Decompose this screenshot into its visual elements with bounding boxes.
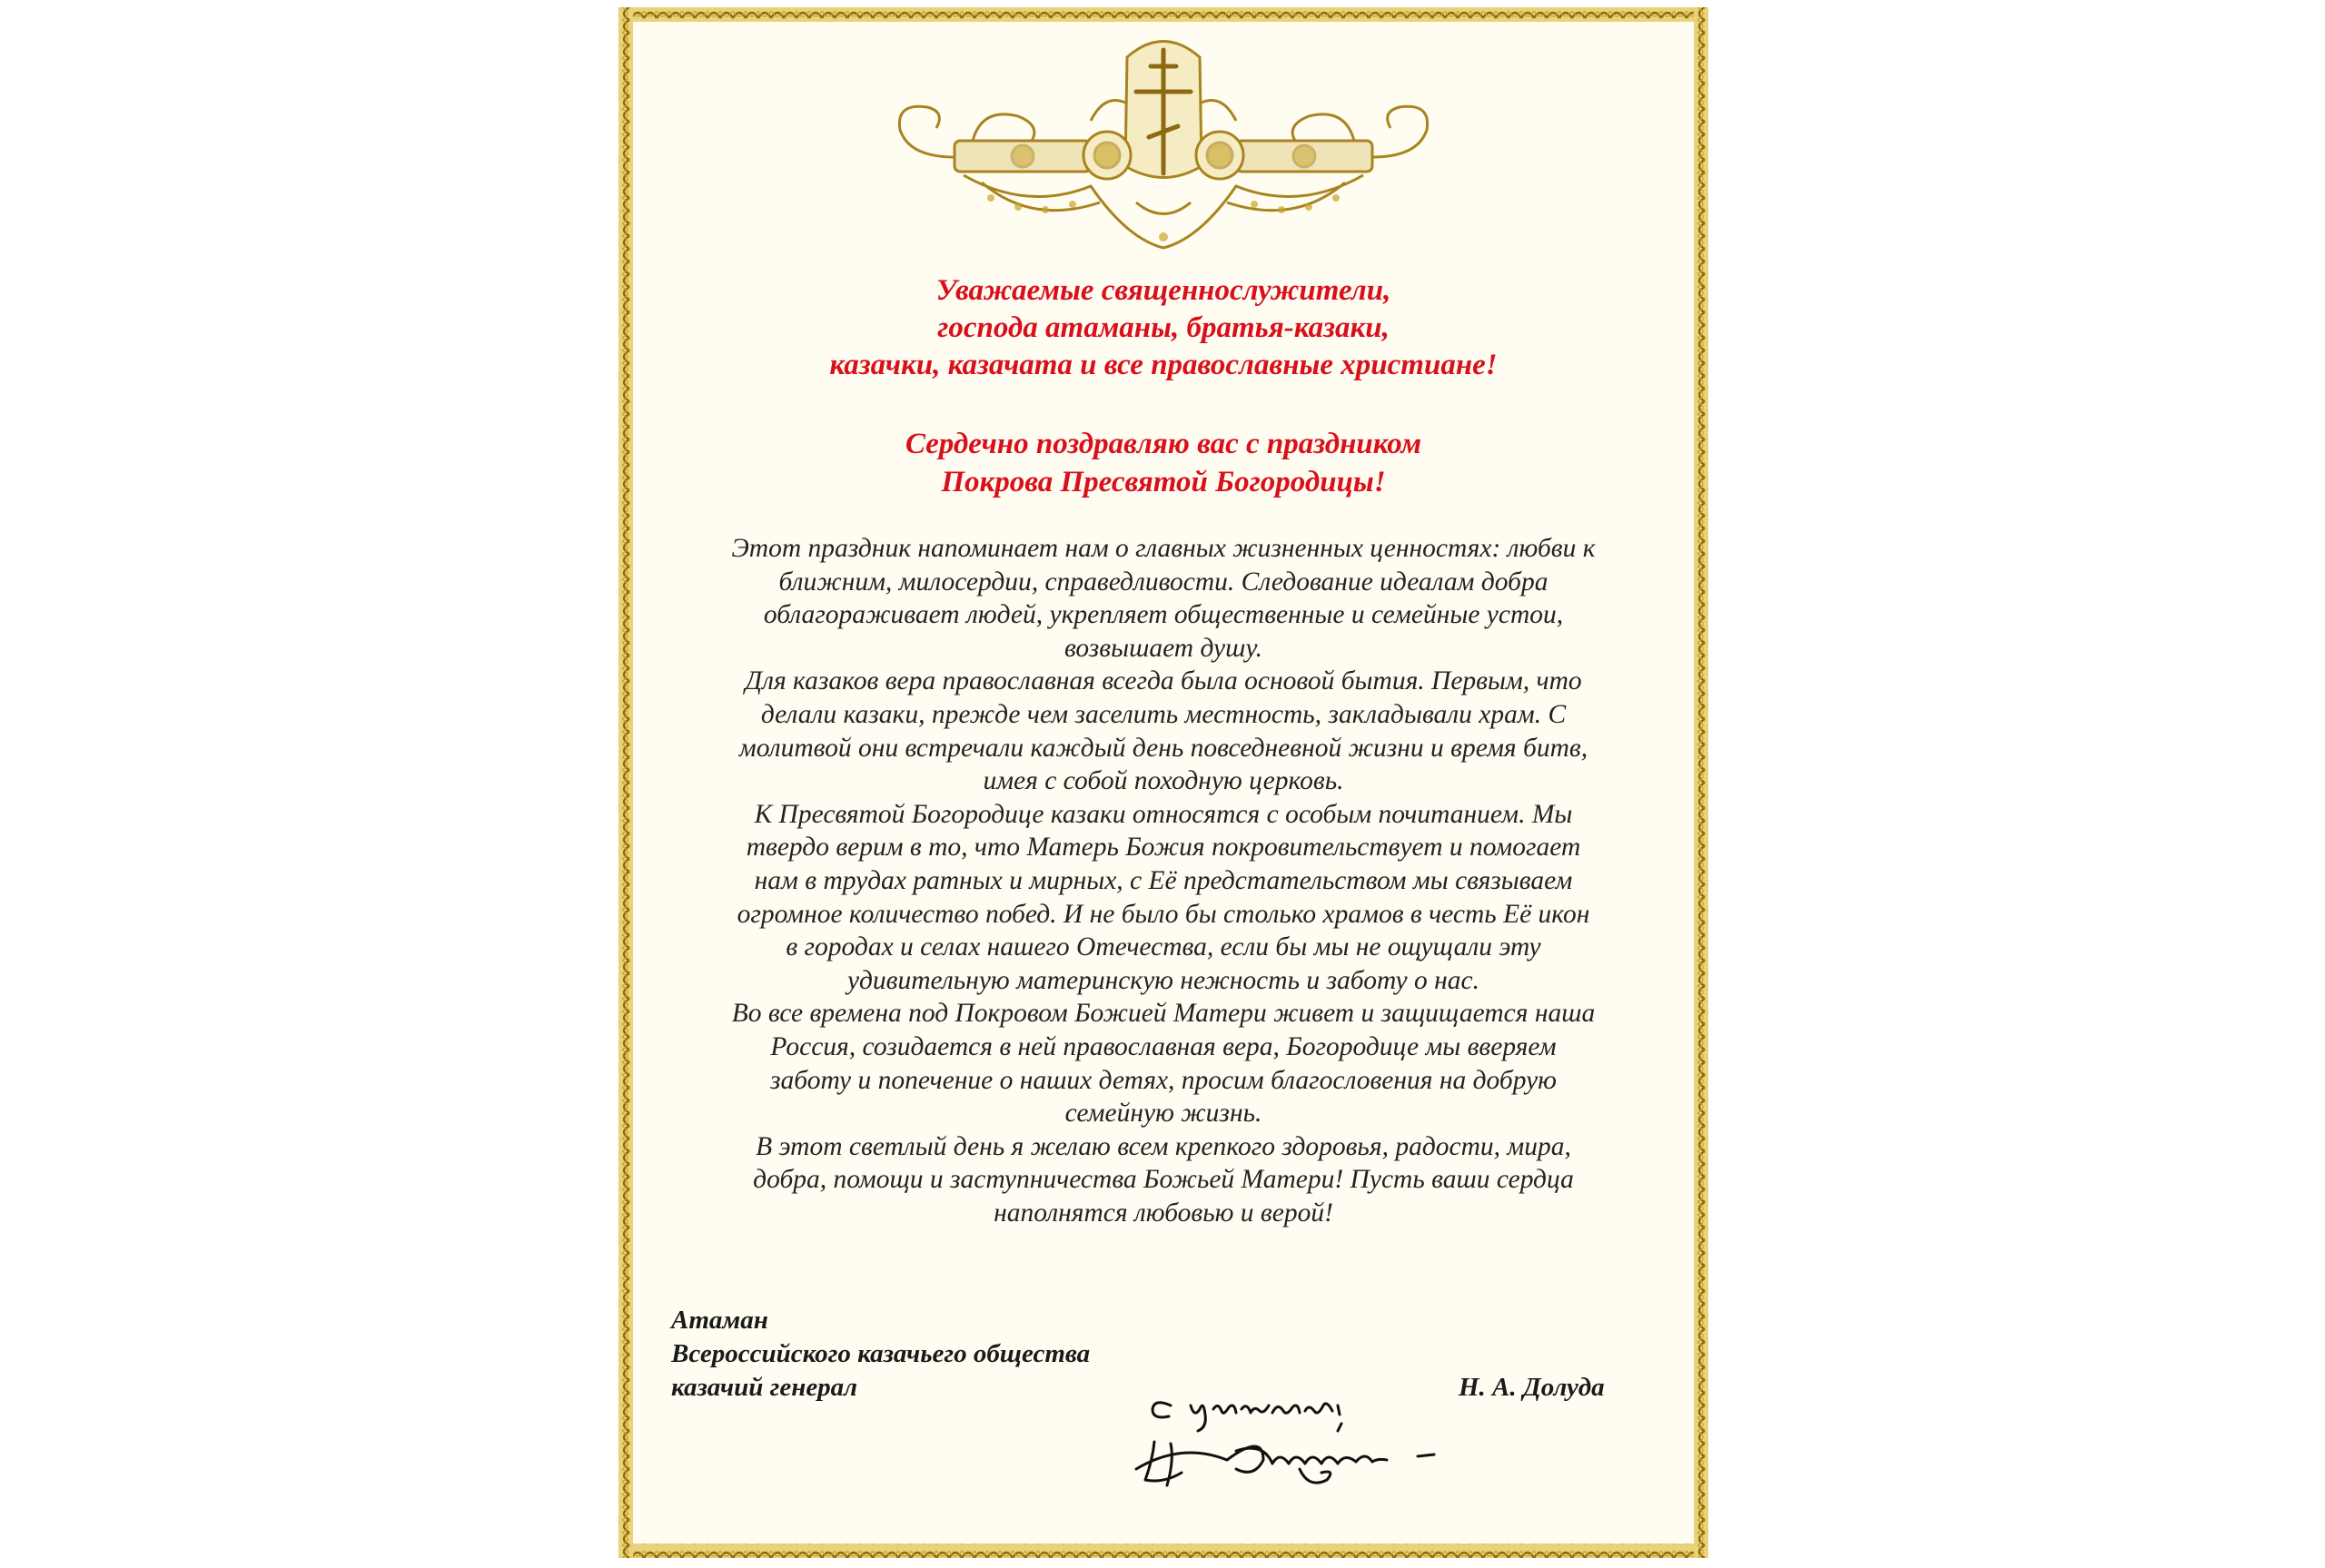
body-line: Во все времена под Покровом Божией Матери живет и защищается наша: [731, 999, 1596, 1029]
body-line: В этот светлый день я желаю всем крепкого здоровья, радости, мира,: [756, 1131, 1571, 1161]
body-line: огромное количество побед. И не было бы столько храмов в честь Её икон: [737, 899, 1590, 929]
signer-title-line: Атаман: [671, 1306, 768, 1335]
congrats-line: Сердечно поздравляю вас с праздником: [905, 428, 1422, 460]
letter-sheet: [618, 7, 1708, 1558]
greeting-line: Уважаемые священнослужители,: [935, 274, 1391, 307]
body-line: удивительную материнскую нежность и заботу о нас.: [847, 965, 1479, 995]
body-line: облагораживает людей, укрепляет общественные и семейные устои,: [763, 600, 1564, 630]
greeting-line: господа атаманы, братья-казаки,: [937, 311, 1390, 344]
greeting-heading: [673, 272, 1654, 384]
signer-title-line: казачий генерал: [671, 1373, 858, 1402]
body-line: в городах и селах нашего Отечества, если бы мы не ощущали эту: [786, 932, 1541, 962]
body-line: семейную жизнь.: [1064, 1099, 1262, 1129]
body-line: заботу и попечение о наших детях, просим благословения на добрую: [769, 1065, 1557, 1095]
body-line: возвышает душу.: [1064, 633, 1262, 663]
body-line: нам в трудах ратных и мирных, с Её предстательством мы связываем: [754, 865, 1573, 895]
body-line: ближним, милосердии, справедливости. Следование идеалам добра: [778, 567, 1548, 597]
body-line: Этот праздник напоминает нам о главных жизненных ценностях: любви к: [731, 534, 1596, 563]
body-line: имея с собой походную церковь.: [983, 766, 1344, 796]
body-line: К Пресвятой Богородице казаки относятся с особым почитанием. Мы: [754, 799, 1573, 829]
body-line: наполнятся любовью и верой!: [994, 1198, 1333, 1228]
signer-title-line: Всероссийского казачьего общества: [671, 1339, 1091, 1368]
congratulation-heading: [673, 425, 1654, 501]
signer-name: Н. А. Долуда: [1459, 1373, 1605, 1402]
greeting-line: казачки, казачата и все православные христиане!: [829, 349, 1498, 381]
orthodox-cross-ornament-icon: [882, 30, 1445, 257]
letter-body: [664, 532, 1663, 1229]
body-line: добра, помощи и заступничества Божьей Матери! Пусть ваши сердца: [753, 1165, 1574, 1195]
body-line: твердо верим в то, что Матерь Божия покровительствует и помогает: [746, 833, 1581, 863]
congrats-line: Покрова Пресвятой Богородицы!: [941, 466, 1386, 498]
handwritten-signature: [1127, 1378, 1472, 1496]
body-line: делали казаки, прежде чем заселить местность, закладывали храм. С: [760, 699, 1567, 729]
body-line: Для казаков вера православная всегда была основой бытия. Первым, что: [745, 666, 1582, 696]
body-line: молитвой они встречали каждый день повседневной жизни и время битв,: [738, 733, 1588, 763]
body-line: Россия, созидается в ней православная вера, Богородице мы вверяем: [770, 1031, 1557, 1061]
